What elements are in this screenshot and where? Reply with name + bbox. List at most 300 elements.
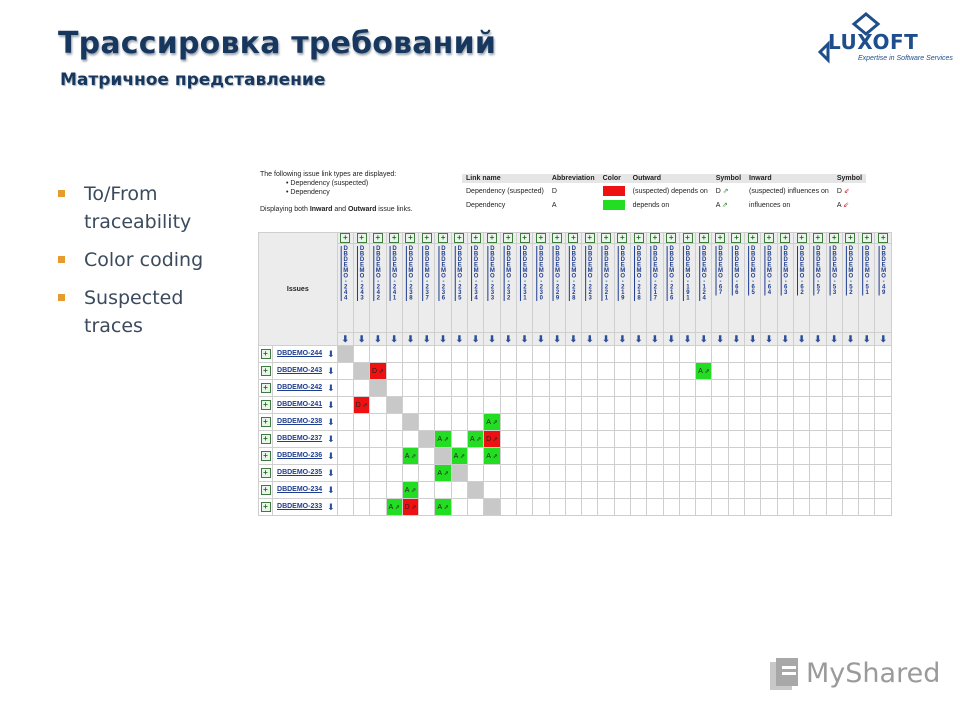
matrix-link-cell[interactable]	[386, 499, 402, 516]
row-issue-link[interactable]: DBDEMO-236	[277, 451, 323, 459]
matrix-cell	[712, 465, 728, 482]
down-arrow-icon[interactable]: ⬇	[327, 348, 335, 359]
column-sort-cell	[516, 333, 532, 346]
expand-plus-icon[interactable]: +	[261, 468, 271, 478]
matrix-cell	[630, 499, 646, 516]
row-issue-cell	[273, 431, 338, 448]
matrix-cell	[516, 397, 532, 414]
column-expand-cell	[728, 233, 744, 244]
legend-header: Symbol	[712, 174, 745, 184]
row-issue-link[interactable]: DBDEMO-242	[277, 383, 323, 391]
expand-plus-icon[interactable]: +	[520, 233, 530, 243]
down-arrow-icon[interactable]: ⬇	[374, 333, 382, 344]
row-issue-link[interactable]: DBDEMO-234	[277, 485, 323, 493]
matrix-cell	[582, 397, 598, 414]
column-issue-link[interactable]: DBDEMO-49	[880, 246, 887, 296]
down-arrow-icon[interactable]: ⬇	[327, 365, 335, 376]
matrix-cell	[337, 397, 353, 414]
down-arrow-icon[interactable]: ⬇	[716, 333, 724, 344]
expand-plus-icon[interactable]: +	[536, 233, 546, 243]
matrix-cell	[810, 363, 826, 380]
link-symbol: D	[486, 435, 492, 443]
column-issue-link[interactable]: DBDEMO-191	[684, 246, 691, 301]
column-issue-link[interactable]: DBDEMO-221	[603, 246, 610, 301]
expand-plus-icon[interactable]: +	[585, 233, 595, 243]
expand-plus-icon[interactable]: +	[829, 233, 839, 243]
matrix-cell	[663, 482, 679, 499]
matrix-cell	[565, 448, 581, 465]
expand-plus-icon[interactable]: +	[552, 233, 562, 243]
column-issue-link[interactable]: DBDEMO-51	[864, 246, 871, 296]
matrix-cell	[696, 465, 712, 482]
matrix-cell	[826, 465, 842, 482]
column-header-cell	[630, 244, 646, 333]
column-header-cell	[712, 244, 728, 333]
down-arrow-icon[interactable]: ⬇	[553, 333, 561, 344]
column-issue-link[interactable]: DBDEMO-243	[358, 246, 365, 301]
column-header-cell	[810, 244, 826, 333]
matrix-cell	[810, 448, 826, 465]
expand-plus-icon[interactable]: +	[683, 233, 693, 243]
matrix-cell	[516, 346, 532, 363]
slide-title: Трассировка требований	[58, 26, 497, 61]
matrix-cell	[826, 431, 842, 448]
expand-plus-icon[interactable]: +	[797, 233, 807, 243]
column-header-cell	[761, 244, 777, 333]
expand-plus-icon[interactable]: +	[748, 233, 758, 243]
matrix-link-cell[interactable]	[484, 448, 500, 465]
column-sort-cell	[468, 333, 484, 346]
matrix-row	[259, 346, 892, 363]
column-sort-cell	[842, 333, 858, 346]
luxoft-logo-tagline: Expertise in Software Services	[858, 55, 953, 62]
column-issue-link[interactable]: DBDEMO-63	[782, 246, 789, 296]
matrix-cell	[500, 380, 516, 397]
matrix-link-cell[interactable]	[451, 448, 467, 465]
column-sort-cell	[337, 333, 353, 346]
column-header-cell	[565, 244, 581, 333]
matrix-cell	[630, 448, 646, 465]
down-arrow-icon[interactable]: ⬇	[327, 416, 335, 427]
down-arrow-icon[interactable]: ⬇	[814, 333, 822, 344]
legend-info	[260, 170, 413, 214]
expand-plus-icon[interactable]: +	[813, 233, 823, 243]
down-arrow-icon[interactable]: ⬇	[863, 333, 871, 344]
matrix-cell	[712, 431, 728, 448]
column-header-cell	[516, 244, 532, 333]
matrix-cell	[826, 482, 842, 499]
down-arrow-icon[interactable]: ⬇	[327, 450, 335, 461]
down-arrow-icon[interactable]: ⬇	[569, 333, 578, 344]
matrix-link-cell[interactable]	[402, 499, 418, 516]
column-expand-cell	[549, 233, 565, 244]
link-arrow-icon: ⇗	[442, 504, 449, 511]
column-expand-cell	[435, 233, 451, 244]
column-expand-cell	[451, 233, 467, 244]
column-sort-cell	[696, 333, 712, 346]
row-issue-link[interactable]: DBDEMO-233	[277, 502, 323, 510]
matrix-cell	[745, 363, 761, 380]
down-arrow-icon[interactable]: ⬇	[879, 333, 887, 344]
matrix-cell	[875, 465, 892, 482]
legend-color	[599, 184, 629, 199]
matrix-cell	[842, 482, 858, 499]
column-issue-link[interactable]: DBDEMO-244	[342, 246, 349, 301]
matrix-cell	[663, 346, 679, 363]
down-arrow-icon[interactable]: ⬇	[634, 333, 643, 344]
matrix-cell	[435, 414, 451, 431]
column-header-cell	[696, 244, 712, 333]
expand-plus-icon[interactable]: +	[340, 233, 350, 243]
matrix-cell	[598, 499, 614, 516]
matrix-cell	[337, 448, 353, 465]
down-arrow-icon[interactable]: ⬇	[781, 333, 790, 344]
column-issue-link[interactable]: DBDEMO-241	[391, 246, 398, 301]
column-expand-cell	[582, 233, 598, 244]
column-issue-link[interactable]: DBDEMO-124	[701, 246, 708, 301]
matrix-cell	[370, 431, 386, 448]
column-issue-link[interactable]: DBDEMO-52	[847, 246, 854, 296]
matrix-cell	[696, 482, 712, 499]
matrix-cell	[728, 414, 744, 431]
down-arrow-icon[interactable]: ⬇	[327, 501, 335, 512]
expand-plus-icon[interactable]: +	[634, 233, 644, 243]
matrix-cell	[402, 465, 418, 482]
expand-plus-icon[interactable]: +	[699, 233, 709, 243]
down-arrow-icon[interactable]: ⬇	[765, 333, 773, 344]
column-expand-cell	[663, 233, 679, 244]
matrix-cell	[875, 499, 892, 516]
matrix-cell	[826, 397, 842, 414]
column-issue-link[interactable]: DBDEMO-237	[424, 246, 431, 301]
matrix-link-cell[interactable]	[484, 414, 500, 431]
expand-plus-icon[interactable]: +	[780, 233, 790, 243]
expand-plus-icon[interactable]: +	[764, 233, 774, 243]
down-arrow-icon[interactable]: ⬇	[341, 333, 350, 344]
matrix-cell	[565, 499, 581, 516]
down-arrow-icon[interactable]: ⬇	[390, 333, 398, 344]
expand-plus-icon[interactable]: +	[878, 233, 888, 243]
expand-plus-icon[interactable]: +	[261, 400, 271, 410]
expand-plus-icon[interactable]: +	[487, 233, 497, 243]
bullet-item: Suspected traces	[58, 284, 248, 340]
down-arrow-icon[interactable]: ⬇	[327, 467, 335, 478]
matrix-link-cell[interactable]	[468, 431, 484, 448]
down-arrow-icon[interactable]: ⬇	[797, 333, 806, 344]
matrix-cell	[451, 397, 467, 414]
column-issue-link[interactable]: DBDEMO-228	[570, 246, 577, 301]
down-arrow-icon[interactable]: ⬇	[357, 333, 366, 344]
down-arrow-icon[interactable]: ⬇	[585, 333, 594, 344]
matrix-cell	[598, 397, 614, 414]
column-issue-link[interactable]: DBDEMO-234	[473, 246, 480, 301]
column-issue-link[interactable]: DBDEMO-230	[538, 246, 545, 301]
matrix-cell	[875, 346, 892, 363]
row-issue-link[interactable]: DBDEMO-235	[277, 468, 323, 476]
matrix-row	[259, 482, 892, 499]
matrix-cell	[549, 465, 565, 482]
matrix-cell	[777, 397, 793, 414]
expand-plus-icon[interactable]: +	[568, 233, 578, 243]
matrix-cell	[859, 380, 875, 397]
column-expand-cell	[468, 233, 484, 244]
down-arrow-icon[interactable]: ⬇	[327, 382, 335, 393]
matrix-cell	[614, 414, 630, 431]
matrix-link-cell[interactable]	[435, 499, 451, 516]
down-arrow-icon[interactable]: ⬇	[504, 333, 513, 344]
expand-plus-icon[interactable]: +	[261, 349, 271, 359]
column-issue-link[interactable]: DBDEMO-229	[554, 246, 561, 301]
expand-plus-icon[interactable]: +	[405, 233, 415, 243]
matrix-cell	[484, 346, 500, 363]
link-symbol: A	[698, 367, 703, 375]
row-issue-link[interactable]: DBDEMO-243	[277, 366, 323, 374]
matrix-cell	[810, 465, 826, 482]
expand-plus-icon[interactable]: +	[617, 233, 627, 243]
column-sort-cell	[826, 333, 842, 346]
down-arrow-icon[interactable]: ⬇	[488, 333, 496, 344]
column-issue-link[interactable]: DBDEMO-223	[587, 246, 594, 301]
matrix-cell	[582, 414, 598, 431]
matrix-cell	[565, 482, 581, 499]
row-issue-cell	[273, 380, 338, 397]
matrix-cell	[435, 363, 451, 380]
column-sort-cell	[435, 333, 451, 346]
matrix-cell	[712, 499, 728, 516]
expand-plus-icon[interactable]: +	[357, 233, 367, 243]
column-issue-link[interactable]: DBDEMO-235	[456, 246, 463, 301]
matrix-cell	[745, 431, 761, 448]
column-header-cell	[533, 244, 549, 333]
matrix-cell	[549, 431, 565, 448]
matrix-cell	[745, 499, 761, 516]
matrix-cell	[582, 431, 598, 448]
matrix-cell	[745, 414, 761, 431]
matrix-cell	[679, 431, 695, 448]
link-symbol: D	[372, 367, 378, 375]
down-arrow-icon[interactable]: ⬇	[618, 333, 627, 344]
row-issue-link[interactable]: DBDEMO-244	[277, 349, 323, 357]
column-sort-cell	[402, 333, 418, 346]
legend-intro: The following issue link types are displayed:	[260, 171, 397, 178]
matrix-cell	[859, 499, 875, 516]
column-issue-link[interactable]: DBDEMO-238	[407, 246, 414, 301]
down-arrow-icon[interactable]: ⬇	[602, 333, 610, 344]
row-issue-link[interactable]: DBDEMO-241	[277, 400, 323, 408]
expand-plus-icon[interactable]: +	[438, 233, 448, 243]
down-arrow-icon[interactable]: ⬇	[520, 333, 529, 344]
matrix-cell	[630, 465, 646, 482]
down-arrow-icon[interactable]: ⬇	[455, 333, 464, 344]
column-issue-link[interactable]: DBDEMO-216	[668, 246, 675, 301]
matrix-link-cell[interactable]	[435, 431, 451, 448]
matrix-cell	[419, 363, 435, 380]
matrix-link-cell[interactable]	[435, 465, 451, 482]
matrix-cell	[549, 380, 565, 397]
matrix-row	[259, 380, 892, 397]
matrix-cell	[565, 346, 581, 363]
row-issue-link[interactable]: DBDEMO-238	[277, 417, 323, 425]
matrix-cell	[500, 397, 516, 414]
down-arrow-icon[interactable]: ⬇	[651, 333, 659, 344]
expand-plus-icon[interactable]: +	[715, 233, 725, 243]
matrix-cell	[810, 482, 826, 499]
column-issue-link[interactable]: DBDEMO-66	[733, 246, 740, 296]
suspected-link-arrow-icon: ⇗	[360, 402, 368, 409]
bullet-item: Color coding	[58, 246, 248, 274]
expand-plus-icon[interactable]: +	[261, 417, 271, 427]
matrix-cell	[565, 363, 581, 380]
row-issue-cell	[273, 465, 338, 482]
expand-plus-icon[interactable]: +	[471, 233, 481, 243]
down-arrow-icon[interactable]: ⬇	[537, 333, 545, 344]
matrix-cell	[793, 465, 809, 482]
column-sort-cell	[614, 333, 630, 346]
matrix-cell	[419, 499, 435, 516]
column-issue-link[interactable]: DBDEMO-53	[831, 246, 838, 296]
matrix-cell	[842, 380, 858, 397]
matrix-link-cell[interactable]	[484, 431, 500, 448]
column-issue-link[interactable]: DBDEMO-218	[636, 246, 643, 301]
matrix-cell	[419, 482, 435, 499]
matrix-cell	[810, 414, 826, 431]
matrix-cell	[663, 465, 679, 482]
matrix-cell	[696, 380, 712, 397]
down-arrow-icon[interactable]: ⬇	[700, 333, 708, 344]
row-issue-link[interactable]: DBDEMO-237	[277, 434, 323, 442]
link-symbol: A	[469, 435, 475, 443]
matrix-cell	[647, 482, 663, 499]
matrix-link-cell[interactable]	[370, 363, 386, 380]
matrix-cell	[516, 431, 532, 448]
inward-arrow-icon: ⇙	[843, 202, 849, 209]
matrix-cell	[598, 414, 614, 431]
matrix-cell	[370, 414, 386, 431]
column-sort-cell	[565, 333, 581, 346]
column-header-cell	[875, 244, 892, 333]
matrix-cell	[663, 499, 679, 516]
matrix-cell	[516, 499, 532, 516]
down-arrow-icon[interactable]: ⬇	[327, 399, 335, 410]
column-issue-link[interactable]: DBDEMO-231	[521, 246, 528, 301]
expand-plus-icon[interactable]: +	[731, 233, 741, 243]
column-issue-link[interactable]: DBDEMO-67	[717, 246, 724, 296]
column-expand-cell	[712, 233, 728, 244]
down-arrow-icon[interactable]: ⬇	[423, 333, 431, 344]
expand-plus-icon[interactable]: +	[261, 383, 271, 393]
column-expand-cell	[500, 233, 516, 244]
matrix-cell	[451, 431, 467, 448]
matrix-cell	[745, 448, 761, 465]
matrix-link-cell[interactable]	[402, 448, 418, 465]
expand-plus-icon[interactable]: +	[261, 502, 271, 512]
matrix-cell	[647, 380, 663, 397]
expand-plus-icon[interactable]: +	[862, 233, 872, 243]
column-issue-link[interactable]: DBDEMO-64	[766, 246, 773, 296]
matrix-cell	[468, 465, 484, 482]
down-arrow-icon[interactable]: ⬇	[683, 333, 692, 344]
expand-plus-icon[interactable]: +	[261, 451, 271, 461]
column-issue-link[interactable]: DBDEMO-242	[375, 246, 382, 301]
matrix-cell	[516, 380, 532, 397]
expand-plus-icon[interactable]: +	[261, 366, 271, 376]
link-symbol: A	[388, 503, 394, 511]
column-issue-link[interactable]: DBDEMO-62	[799, 246, 805, 296]
column-expand-cell	[679, 233, 695, 244]
expand-plus-icon[interactable]: +	[261, 485, 271, 495]
matrix-cell	[386, 431, 402, 448]
legend-symbol: A ⇗	[715, 202, 728, 209]
down-arrow-icon[interactable]: ⬇	[748, 333, 757, 344]
column-header-cell	[419, 244, 435, 333]
down-arrow-icon[interactable]: ⬇	[846, 333, 855, 344]
matrix-cell	[419, 346, 435, 363]
matrix-cell-self	[402, 414, 418, 431]
down-arrow-icon[interactable]: ⬇	[439, 333, 447, 344]
expand-plus-icon[interactable]: +	[373, 233, 383, 243]
bullet-list	[58, 180, 248, 350]
matrix-row	[259, 465, 892, 482]
matrix-cell	[875, 397, 892, 414]
column-expand-cell	[353, 233, 369, 244]
down-arrow-icon[interactable]: ⬇	[667, 333, 675, 344]
down-arrow-icon[interactable]: ⬇	[732, 333, 741, 344]
down-arrow-icon[interactable]: ⬇	[406, 333, 415, 344]
matrix-link-cell[interactable]	[696, 363, 712, 380]
down-arrow-icon[interactable]: ⬇	[830, 333, 838, 344]
matrix-cell	[435, 397, 451, 414]
matrix-link-cell[interactable]	[402, 482, 418, 499]
expand-plus-icon[interactable]: +	[389, 233, 399, 243]
matrix-cell	[679, 380, 695, 397]
expand-plus-icon[interactable]: +	[261, 434, 271, 444]
legend-abbr: A	[551, 201, 557, 209]
row-issue-cell	[273, 482, 338, 499]
matrix-cell	[370, 482, 386, 499]
column-expand-cell	[777, 233, 793, 244]
down-arrow-icon[interactable]: ⬇	[327, 433, 335, 444]
column-issue-link[interactable]: DBDEMO-65	[750, 246, 757, 296]
expand-plus-icon[interactable]: +	[650, 233, 660, 243]
expand-plus-icon[interactable]: +	[666, 233, 676, 243]
expand-plus-icon[interactable]: +	[454, 233, 464, 243]
expand-plus-icon[interactable]: +	[845, 233, 855, 243]
down-arrow-icon[interactable]: ⬇	[327, 484, 335, 495]
matrix-link-cell[interactable]	[353, 397, 369, 414]
column-header-cell	[663, 244, 679, 333]
matrix-cell	[614, 346, 630, 363]
matrix-cell	[761, 380, 777, 397]
matrix-cell	[582, 346, 598, 363]
matrix-cell	[793, 397, 809, 414]
column-expand-cell	[842, 233, 858, 244]
expand-plus-icon[interactable]: +	[422, 233, 432, 243]
column-issue-link[interactable]: DBDEMO-219	[619, 246, 626, 301]
link-arrow-icon: ⇗	[474, 436, 482, 443]
column-issue-link[interactable]: DBDEMO-57	[815, 246, 822, 296]
matrix-cell	[647, 499, 663, 516]
legend-inward: (suspected) influences on	[749, 187, 829, 195]
expand-plus-icon[interactable]: +	[601, 233, 611, 243]
column-issue-link[interactable]: DBDEMO-236	[440, 246, 447, 301]
expand-plus-icon[interactable]: +	[503, 233, 513, 243]
down-arrow-icon[interactable]: ⬇	[471, 333, 480, 344]
issues-header-cell	[259, 233, 338, 346]
column-issue-link[interactable]: DBDEMO-233	[489, 246, 496, 301]
column-issue-link[interactable]: DBDEMO-217	[652, 246, 659, 301]
column-issue-link[interactable]: DBDEMO-232	[505, 246, 512, 301]
column-expand-cell	[402, 233, 418, 244]
